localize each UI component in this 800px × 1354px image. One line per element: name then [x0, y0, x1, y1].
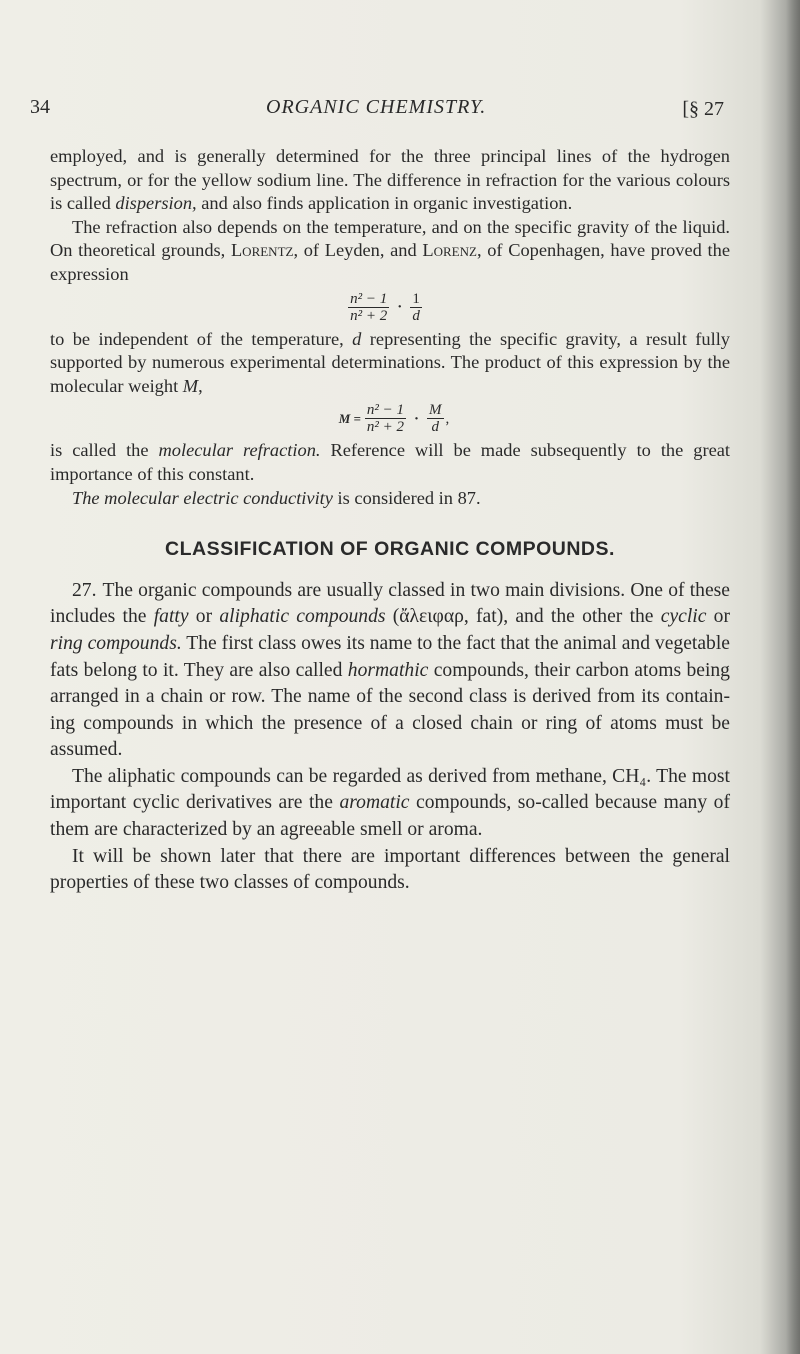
term-fatty: fatty	[153, 606, 189, 628]
formula-molecular-refraction	[58, 402, 730, 435]
page-header	[30, 96, 730, 130]
page-number: 34	[30, 96, 50, 118]
term-dispersion: dispersion,	[115, 193, 197, 214]
paragraph-aliphatic	[50, 764, 730, 844]
section-number: 27.	[72, 579, 97, 601]
text-run: Reference will be made subsequently to the great importance of this constant.	[50, 440, 730, 484]
paragraph-classification	[50, 578, 730, 764]
paragraph-molecular-refraction	[50, 439, 730, 486]
formula-specific-refraction	[40, 291, 730, 324]
paragraph-differences: It will be shown later that there are important differences between the general properties of these two classes of compounds.	[50, 845, 730, 894]
fraction-numerator: 1	[412, 290, 420, 307]
text-run: , of Leyden, and	[293, 240, 423, 261]
running-head: ORGANIC CHEMISTRY.	[266, 96, 487, 118]
term-ring: ring compounds.	[50, 632, 182, 654]
text-run: , of Copenhagen, have proved the expression	[50, 240, 730, 284]
term-hormathic: hormathic	[347, 659, 429, 681]
section-reference: [§ 27	[682, 98, 724, 120]
term-conductivity: The molecular electric conductivity	[72, 487, 333, 508]
paragraph-conductivity	[50, 487, 730, 511]
fraction	[427, 402, 444, 435]
text-run: compounds, so-called because many of them are characterized by an agreeable smell or aroma.	[50, 792, 730, 841]
name-lorentz: Lorentz	[230, 240, 294, 261]
fraction	[365, 402, 406, 435]
formula-lhs: M =	[338, 410, 361, 426]
page-edge-shadow	[786, 0, 800, 1354]
text-run: representing the specific gravity, a result fully supported by numerous experimental determinations. The product of this expression by the molecular weight	[50, 328, 730, 396]
text-run: The organic compounds are usually classed in two main divisions. One of these includes the	[50, 579, 730, 628]
multiply-dot: ·	[397, 299, 403, 316]
text-run: (ἄλειφαρ, fat), and the other the	[385, 606, 661, 628]
paragraph-temperature	[50, 216, 730, 287]
text-run: ,	[198, 375, 203, 396]
term-molecular-refraction: molecular refraction.	[158, 440, 321, 461]
variable-d: d	[352, 328, 362, 349]
fraction-denominator: n² + 2	[366, 419, 405, 436]
text-run: to be independent of the temperature,	[50, 328, 353, 349]
term-aliphatic: aliphatic compounds	[219, 606, 386, 628]
text-run: compounds, their carbon atoms being arranged in a chain or row. The name of the second class is derived from its containing compounds in which the presence of a closed chain or ring of atoms must be assumed.	[50, 659, 730, 761]
text-run: and also finds application in organic investigation.	[196, 193, 573, 214]
text-run: The refraction also depends on the temperature, and on the specific gravity of the liquid. On theoretical grounds,	[50, 216, 730, 261]
page-body	[50, 145, 730, 897]
fraction-numerator: n² − 1	[366, 402, 405, 419]
fraction	[348, 291, 389, 324]
text-run: is considered in 87.	[332, 487, 481, 508]
fraction-denominator: n² + 2	[350, 307, 388, 324]
variable-m: M	[182, 375, 199, 396]
classification-section	[50, 578, 730, 897]
text-run: The first class owes its name to the fact that the animal and vegetable fats belong to it. They are also called	[50, 632, 730, 681]
fraction-denominator: d	[431, 419, 440, 436]
paragraph-molecular-weight	[50, 328, 730, 399]
text-run: or	[188, 606, 220, 628]
formula-trailing-comma: ,	[445, 410, 450, 427]
text-run: is called the	[50, 440, 159, 461]
section-heading: CLASSIFICATION OF ORGANIC COMPOUNDS.	[165, 538, 615, 561]
fraction	[410, 291, 422, 324]
fraction-denominator: d	[412, 307, 420, 324]
paragraph-dispersion	[50, 145, 730, 216]
term-aromatic: aromatic	[339, 792, 410, 814]
multiply-dot: ·	[414, 410, 420, 427]
text-run: The aliphatic compounds can be regarded as derived from methane, CH₄. The most important cyclic derivatives are the	[50, 765, 730, 814]
text-run: employed, and is generally determined for the three principal lines of the hydrogen spectrum, or for the yellow sodium line. The difference in refraction for the various colours is called	[50, 146, 730, 214]
text-run: or	[706, 606, 730, 628]
fraction-numerator: n² − 1	[350, 290, 388, 307]
name-lorenz: Lorenz	[422, 240, 477, 261]
term-cyclic: cyclic	[660, 606, 707, 628]
fraction-numerator: M	[429, 402, 442, 419]
